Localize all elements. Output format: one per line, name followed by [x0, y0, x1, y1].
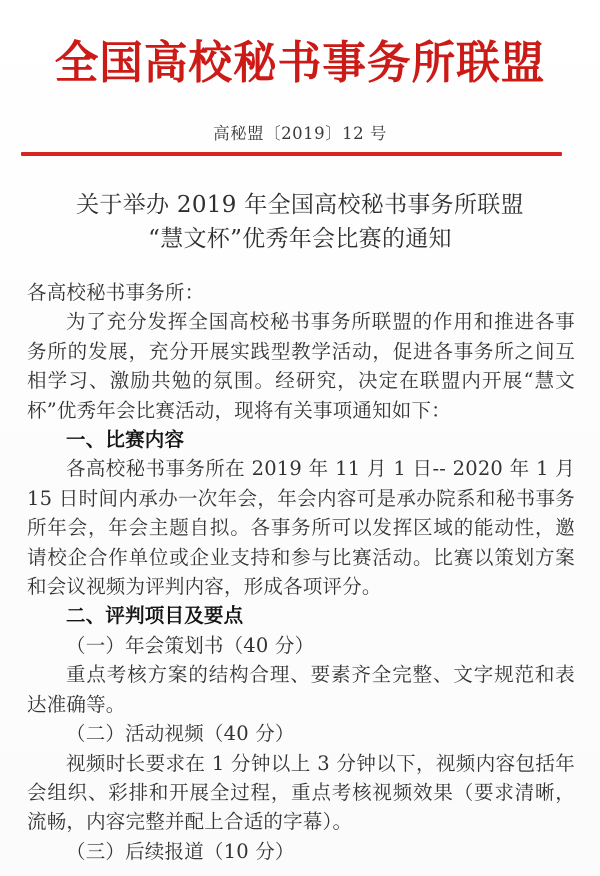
document-serial-number: 高秘盟〔2019〕12 号	[213, 124, 387, 143]
section-heading-1: 一、比赛内容	[66, 428, 185, 452]
letterhead-organization-title: 全国高校秘书事务所联盟	[54, 36, 546, 89]
section-heading-2: 二、评判项目及要点	[66, 604, 244, 628]
intro-paragraph: 为了充分发挥全国高校秘书事务所联盟的作用和推进各事务所的发展，充分开展实践型教学活动，促进各事务所之间互相学习、激励共勉的氛围。经研究，决定在联盟内开展“慧文杯”优秀年会比赛活动，现将有关事项通知如下：	[27, 310, 575, 422]
red-divider-rule	[21, 152, 562, 156]
section-2-item-1-label: （一）年会策划书（40 分）	[66, 633, 315, 657]
document-title	[42, 188, 558, 256]
salutation: 各高校秘书事务所：	[27, 281, 205, 304]
letterhead	[0, 36, 600, 89]
section-2-item-1-body: 重点考核方案的结构合理、要素齐全完整、文字规范和表达准确等。	[27, 663, 575, 716]
section-2-item-3-label: （三）后续报道（10 分）	[66, 839, 295, 863]
document-body	[27, 278, 575, 866]
section-2-item-2-label: （二）活动视频（40 分）	[66, 722, 295, 746]
section-2-item-2-body: 视频时长要求在 1 分钟以上 3 分钟以下，视频内容包括年会组织、彩排和开展全过程，重点考核视频效果（要求清晰，流畅，内容完整并配上合适的字幕）。	[27, 751, 575, 834]
document-title-line-2: “慧文杯”优秀年会比赛的通知	[148, 226, 452, 252]
section-1-paragraph-1: 各高校秘书事务所在 2019 年 11 月 1 日-- 2020 年 1 月 15 日时间内承办一次年会，年会内容可是承办院系和秘书事务所年会，年会主题自拟。各事务所可以发挥区域的能动性，邀请校企合作单位或企业支持和参与比赛活动。比赛以策划方案和会议视频为评判内容，形成各项评分。	[27, 457, 575, 599]
document-title-line-1: 关于举办 2019 年全国高校秘书事务所联盟	[76, 192, 524, 218]
